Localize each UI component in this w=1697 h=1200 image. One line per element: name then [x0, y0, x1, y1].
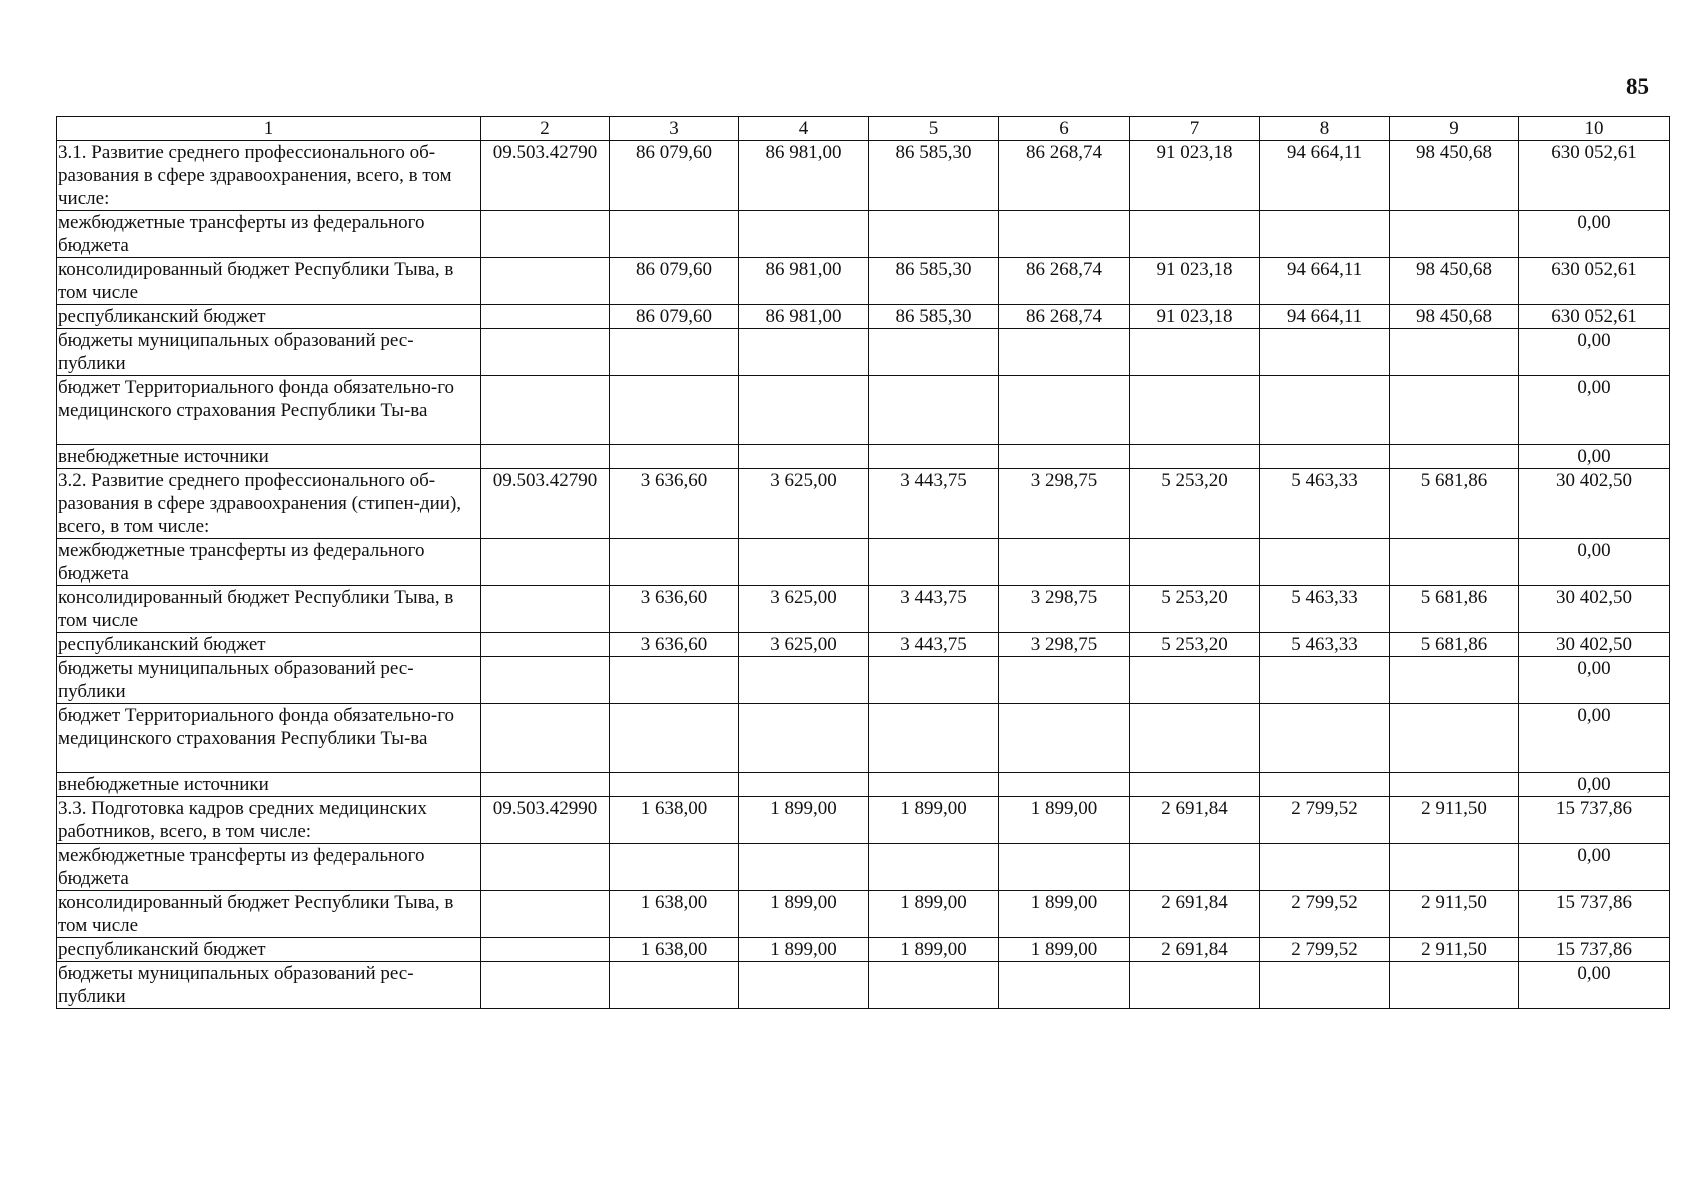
row-label: бюджет Территориального фонда обязательно-го медицинского страхования Республики Ты-ва [57, 704, 481, 773]
row-value: 1 899,00 [739, 938, 869, 962]
row-value [739, 445, 869, 469]
row-label: межбюджетные трансферты из федерального бюджета [57, 539, 481, 586]
row-label: бюджеты муниципальных образований рес-публики [57, 657, 481, 704]
column-number: 9 [1390, 117, 1519, 141]
row-value [999, 539, 1130, 586]
row-value [999, 329, 1130, 376]
column-number: 6 [999, 117, 1130, 141]
table-row [57, 469, 1670, 539]
row-value: 91 023,18 [1130, 141, 1260, 211]
row-value [610, 962, 739, 1009]
row-value [1390, 211, 1519, 258]
row-code [481, 773, 610, 797]
row-value: 86 585,30 [869, 258, 999, 305]
row-value [739, 539, 869, 586]
row-code [481, 376, 610, 445]
row-value: 15 737,86 [1519, 797, 1670, 844]
table-row [57, 586, 1670, 633]
row-value: 5 681,86 [1390, 586, 1519, 633]
row-value: 1 638,00 [610, 797, 739, 844]
row-code [481, 704, 610, 773]
row-code [481, 633, 610, 657]
row-code [481, 211, 610, 258]
row-value: 86 585,30 [869, 141, 999, 211]
row-label: бюджеты муниципальных образований рес-публики [57, 329, 481, 376]
row-value: 1 899,00 [739, 891, 869, 938]
row-value [610, 445, 739, 469]
row-value: 15 737,86 [1519, 891, 1670, 938]
table-row [57, 305, 1670, 329]
row-value: 94 664,11 [1260, 305, 1390, 329]
column-number-row [57, 117, 1670, 141]
row-value: 86 268,74 [999, 305, 1130, 329]
row-value: 2 691,84 [1130, 938, 1260, 962]
row-value [1130, 329, 1260, 376]
row-value: 3 298,75 [999, 469, 1130, 539]
row-value: 98 450,68 [1390, 141, 1519, 211]
row-label: 3.3. Подготовка кадров средних медицинских работников, всего, в том числе: [57, 797, 481, 844]
row-value [1130, 773, 1260, 797]
row-value: 1 899,00 [999, 938, 1130, 962]
row-value [1130, 211, 1260, 258]
row-value: 3 443,75 [869, 633, 999, 657]
row-value: 5 681,86 [1390, 469, 1519, 539]
row-label: 3.1. Развитие среднего профессионального об-разования в сфере здравоохранения, всего, в том числе: [57, 141, 481, 211]
row-value [1260, 704, 1390, 773]
row-value: 630 052,61 [1519, 305, 1670, 329]
row-value [1390, 329, 1519, 376]
row-value: 1 899,00 [869, 938, 999, 962]
row-value [999, 773, 1130, 797]
row-code [481, 586, 610, 633]
row-value: 86 585,30 [869, 305, 999, 329]
row-value: 0,00 [1519, 376, 1670, 445]
row-value [1130, 539, 1260, 586]
row-label: республиканский бюджет [57, 633, 481, 657]
row-value [1260, 844, 1390, 891]
row-value: 3 298,75 [999, 633, 1130, 657]
row-value: 94 664,11 [1260, 258, 1390, 305]
row-value: 5 463,33 [1260, 469, 1390, 539]
row-value: 2 799,52 [1260, 797, 1390, 844]
row-value [610, 657, 739, 704]
column-number: 5 [869, 117, 999, 141]
row-code [481, 445, 610, 469]
table-row [57, 633, 1670, 657]
row-value [1390, 844, 1519, 891]
row-value: 0,00 [1519, 329, 1670, 376]
row-value: 86 079,60 [610, 258, 739, 305]
row-value [739, 329, 869, 376]
row-value: 86 981,00 [739, 141, 869, 211]
row-code [481, 962, 610, 1009]
row-value: 2 691,84 [1130, 891, 1260, 938]
row-value [1260, 962, 1390, 1009]
row-code [481, 657, 610, 704]
row-value [1130, 657, 1260, 704]
row-code [481, 844, 610, 891]
row-value [1260, 211, 1390, 258]
table-row [57, 704, 1670, 773]
row-value: 2 799,52 [1260, 938, 1390, 962]
row-value: 1 899,00 [869, 797, 999, 844]
row-value [1260, 539, 1390, 586]
row-value [869, 773, 999, 797]
table-row [57, 258, 1670, 305]
column-number: 1 [57, 117, 481, 141]
row-value: 3 298,75 [999, 586, 1130, 633]
row-value [869, 376, 999, 445]
row-code [481, 258, 610, 305]
row-value: 1 899,00 [739, 797, 869, 844]
row-value: 2 911,50 [1390, 938, 1519, 962]
table-row [57, 657, 1670, 704]
row-value: 0,00 [1519, 445, 1670, 469]
table-row [57, 445, 1670, 469]
row-value: 0,00 [1519, 211, 1670, 258]
table-body [57, 117, 1670, 1009]
row-value [610, 376, 739, 445]
row-value: 91 023,18 [1130, 258, 1260, 305]
row-value [999, 704, 1130, 773]
page-number: 85 [1626, 74, 1649, 99]
row-value: 0,00 [1519, 962, 1670, 1009]
row-value: 1 638,00 [610, 891, 739, 938]
row-value [1260, 773, 1390, 797]
row-value: 5 253,20 [1130, 633, 1260, 657]
row-value [610, 844, 739, 891]
row-value: 3 636,60 [610, 586, 739, 633]
row-code [481, 539, 610, 586]
row-value [739, 211, 869, 258]
row-value: 3 443,75 [869, 469, 999, 539]
row-label: бюджеты муниципальных образований рес-публики [57, 962, 481, 1009]
row-value: 3 636,60 [610, 469, 739, 539]
row-value: 86 268,74 [999, 141, 1130, 211]
row-value: 98 450,68 [1390, 305, 1519, 329]
row-label: бюджет Территориального фонда обязательно-го медицинского страхования Республики Ты-ва [57, 376, 481, 445]
row-value [869, 657, 999, 704]
row-code: 09.503.42790 [481, 141, 610, 211]
row-value: 2 911,50 [1390, 797, 1519, 844]
table-row [57, 141, 1670, 211]
table-row [57, 376, 1670, 445]
row-value: 86 981,00 [739, 258, 869, 305]
row-value: 1 899,00 [999, 891, 1130, 938]
table-row [57, 844, 1670, 891]
row-value [1390, 962, 1519, 1009]
row-value [869, 445, 999, 469]
column-number: 2 [481, 117, 610, 141]
row-value [1390, 445, 1519, 469]
row-value [610, 539, 739, 586]
row-value [610, 773, 739, 797]
row-value [1260, 376, 1390, 445]
table-row [57, 773, 1670, 797]
row-value: 98 450,68 [1390, 258, 1519, 305]
row-code [481, 891, 610, 938]
row-value: 30 402,50 [1519, 469, 1670, 539]
row-value [999, 657, 1130, 704]
row-label: межбюджетные трансферты из федерального бюджета [57, 211, 481, 258]
row-value [1390, 376, 1519, 445]
row-value: 0,00 [1519, 539, 1670, 586]
table-row [57, 891, 1670, 938]
row-label: консолидированный бюджет Республики Тыва, в том числе [57, 586, 481, 633]
row-value: 0,00 [1519, 704, 1670, 773]
table-row [57, 329, 1670, 376]
row-value: 1 899,00 [869, 891, 999, 938]
row-label: консолидированный бюджет Республики Тыва, в том числе [57, 258, 481, 305]
row-value: 86 079,60 [610, 305, 739, 329]
row-value: 3 443,75 [869, 586, 999, 633]
row-value: 0,00 [1519, 773, 1670, 797]
row-value [739, 704, 869, 773]
row-code [481, 938, 610, 962]
row-value: 0,00 [1519, 657, 1670, 704]
row-value: 86 981,00 [739, 305, 869, 329]
row-value [1390, 539, 1519, 586]
row-value [999, 376, 1130, 445]
row-value: 3 636,60 [610, 633, 739, 657]
row-label: межбюджетные трансферты из федерального бюджета [57, 844, 481, 891]
row-value [1130, 844, 1260, 891]
row-label: внебюджетные источники [57, 445, 481, 469]
row-value: 86 268,74 [999, 258, 1130, 305]
row-value [1130, 704, 1260, 773]
row-value [739, 376, 869, 445]
table-row [57, 962, 1670, 1009]
row-value: 5 253,20 [1130, 586, 1260, 633]
row-value [1260, 445, 1390, 469]
row-value [1130, 445, 1260, 469]
row-value: 2 691,84 [1130, 797, 1260, 844]
row-value [999, 211, 1130, 258]
row-value [999, 844, 1130, 891]
row-label: республиканский бюджет [57, 305, 481, 329]
column-number: 7 [1130, 117, 1260, 141]
row-label: республиканский бюджет [57, 938, 481, 962]
table-row [57, 938, 1670, 962]
row-value: 630 052,61 [1519, 141, 1670, 211]
row-code: 09.503.42990 [481, 797, 610, 844]
row-value [1260, 329, 1390, 376]
row-value [869, 539, 999, 586]
row-value [739, 844, 869, 891]
row-value [610, 704, 739, 773]
row-value [610, 211, 739, 258]
table-row [57, 797, 1670, 844]
row-code: 09.503.42790 [481, 469, 610, 539]
column-number: 8 [1260, 117, 1390, 141]
row-value: 94 664,11 [1260, 141, 1390, 211]
row-value [869, 704, 999, 773]
row-value [1390, 773, 1519, 797]
row-value: 3 625,00 [739, 469, 869, 539]
row-code [481, 305, 610, 329]
column-number: 3 [610, 117, 739, 141]
row-value [739, 962, 869, 1009]
row-value: 5 463,33 [1260, 633, 1390, 657]
table-row [57, 539, 1670, 586]
row-value [739, 773, 869, 797]
row-value [999, 962, 1130, 1009]
row-value [739, 657, 869, 704]
row-value: 2 799,52 [1260, 891, 1390, 938]
row-label: консолидированный бюджет Республики Тыва, в том числе [57, 891, 481, 938]
row-value: 30 402,50 [1519, 633, 1670, 657]
row-value [1390, 657, 1519, 704]
row-value [1130, 376, 1260, 445]
row-value [869, 844, 999, 891]
row-value: 5 463,33 [1260, 586, 1390, 633]
row-label: внебюджетные источники [57, 773, 481, 797]
table-row [57, 211, 1670, 258]
budget-table [56, 116, 1670, 1009]
row-value: 1 899,00 [999, 797, 1130, 844]
row-value: 91 023,18 [1130, 305, 1260, 329]
row-value: 3 625,00 [739, 586, 869, 633]
row-value: 0,00 [1519, 844, 1670, 891]
row-value [1260, 657, 1390, 704]
row-code [481, 329, 610, 376]
row-value: 1 638,00 [610, 938, 739, 962]
row-value [610, 329, 739, 376]
row-value: 630 052,61 [1519, 258, 1670, 305]
row-value: 30 402,50 [1519, 586, 1670, 633]
column-number: 4 [739, 117, 869, 141]
row-value: 5 681,86 [1390, 633, 1519, 657]
row-value: 15 737,86 [1519, 938, 1670, 962]
row-value [1390, 704, 1519, 773]
row-value [869, 962, 999, 1009]
row-value: 86 079,60 [610, 141, 739, 211]
row-value: 2 911,50 [1390, 891, 1519, 938]
row-label: 3.2. Развитие среднего профессионального об-разования в сфере здравоохранения (стипен-дии), всего, в том числе: [57, 469, 481, 539]
row-value [869, 329, 999, 376]
row-value [1130, 962, 1260, 1009]
row-value: 5 253,20 [1130, 469, 1260, 539]
row-value [869, 211, 999, 258]
row-value: 3 625,00 [739, 633, 869, 657]
row-value [999, 445, 1130, 469]
column-number: 10 [1519, 117, 1670, 141]
